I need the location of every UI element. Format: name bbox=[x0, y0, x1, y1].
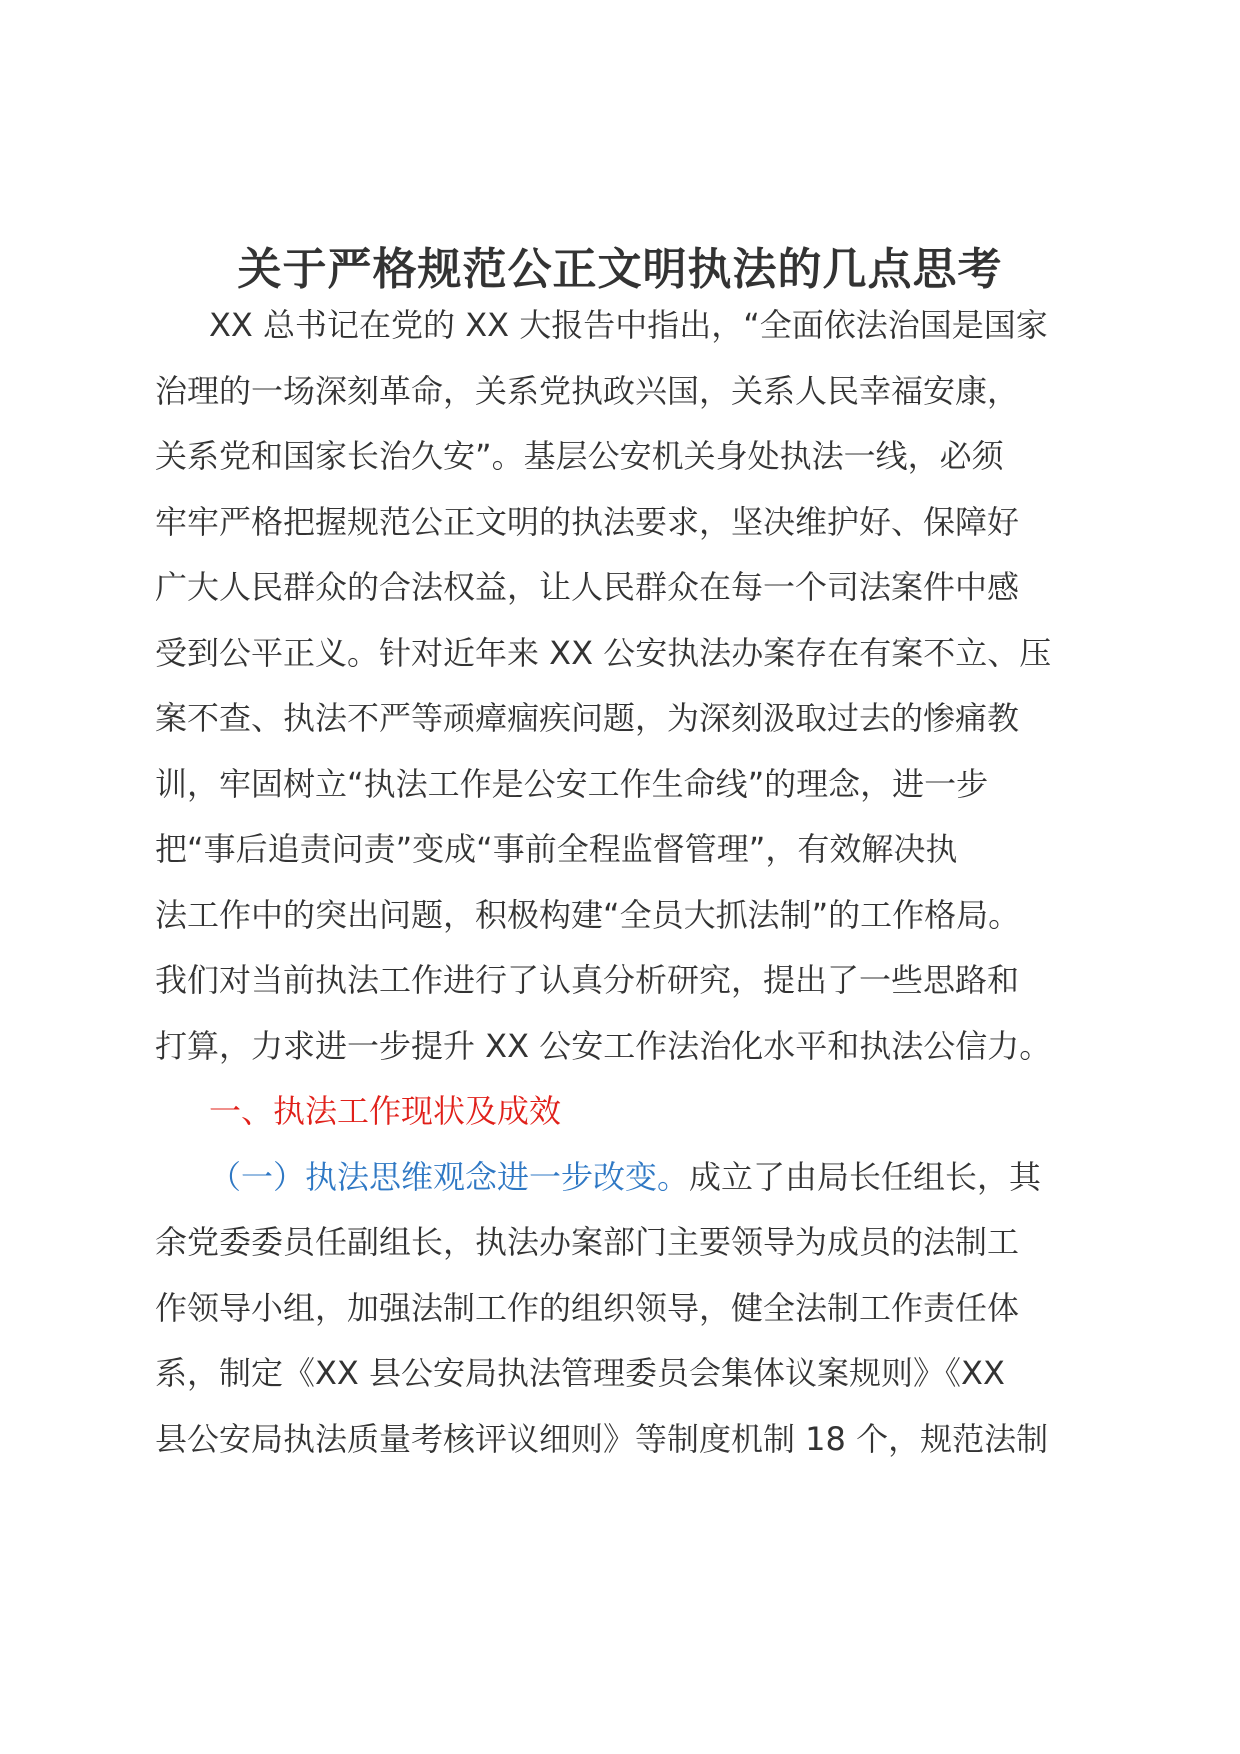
paragraph-line: 牢牢严格把握规范公正文明的执法要求，坚决维护好、保障好 bbox=[155, 502, 1020, 541]
paragraph-line: 县公安局执法质量考核评议细则》等制度机制 18 个，规范法制 bbox=[155, 1419, 1049, 1458]
section-heading: 一、执法工作现状及成效 bbox=[209, 1092, 562, 1130]
paragraph-line: 打算，力求进一步提升 XX 公安工作法治化水平和执法公信力。 bbox=[155, 1026, 1052, 1065]
paragraph-line: XX 总书记在党的 XX 大报告中指出，“全面依法治国是国家 bbox=[209, 306, 1048, 344]
subsection-heading: （一）执法思维观念进一步改变。 bbox=[209, 1157, 690, 1196]
paragraph-line: 案不查、执法不严等顽瘴痼疾问题，为深刻汲取过去的惨痛教 bbox=[155, 699, 1020, 737]
paragraph-line: 广大人民群众的合法权益，让人民群众在每一个司法案件中感 bbox=[155, 568, 1020, 606]
paragraph-line: 我们对当前执法工作进行了认真分析研究，提出了一些思路和 bbox=[155, 961, 1020, 999]
paragraph-line: 受到公平正义。针对近年来 XX 公安执法办案存在有案不立、压 bbox=[155, 633, 1052, 672]
paragraph-line: 系，制定《XX 县公安局执法管理委员会集体议案规则》《XX bbox=[155, 1354, 1005, 1392]
paragraph-line: 把“事后追责问责”变成“事前全程监督管理”，有效解决执 bbox=[155, 830, 958, 868]
paragraph-line: 训，牢固树立“执法工作是公安工作生命线”的理念，进一步 bbox=[155, 764, 989, 803]
paragraph-line: 余党委委员任副组长，执法办案部门主要领导为成员的法制工 bbox=[155, 1223, 1020, 1261]
subsection-first-line bbox=[155, 1145, 1105, 1211]
paragraph-line: 治理的一场深刻革命，关系党执政兴国，关系人民幸福安康， bbox=[155, 371, 1020, 410]
paragraph-line: 作领导小组，加强法制工作的组织领导，健全法制工作责任体 bbox=[155, 1288, 1020, 1327]
paragraph-line: 关系党和国家长治久安”。基层公安机关身处执法一线，必须 bbox=[155, 437, 1004, 475]
subsection-text: 成立了由局长任组长，其 bbox=[689, 1157, 1042, 1196]
paragraph-line: 法工作中的突出问题，积极构建“全员大抓法制”的工作格局。 bbox=[155, 895, 1021, 934]
document-title: 关于严格规范公正文明执法的几点思考 bbox=[237, 244, 1003, 295]
paragraph-intro bbox=[155, 293, 1105, 1472]
